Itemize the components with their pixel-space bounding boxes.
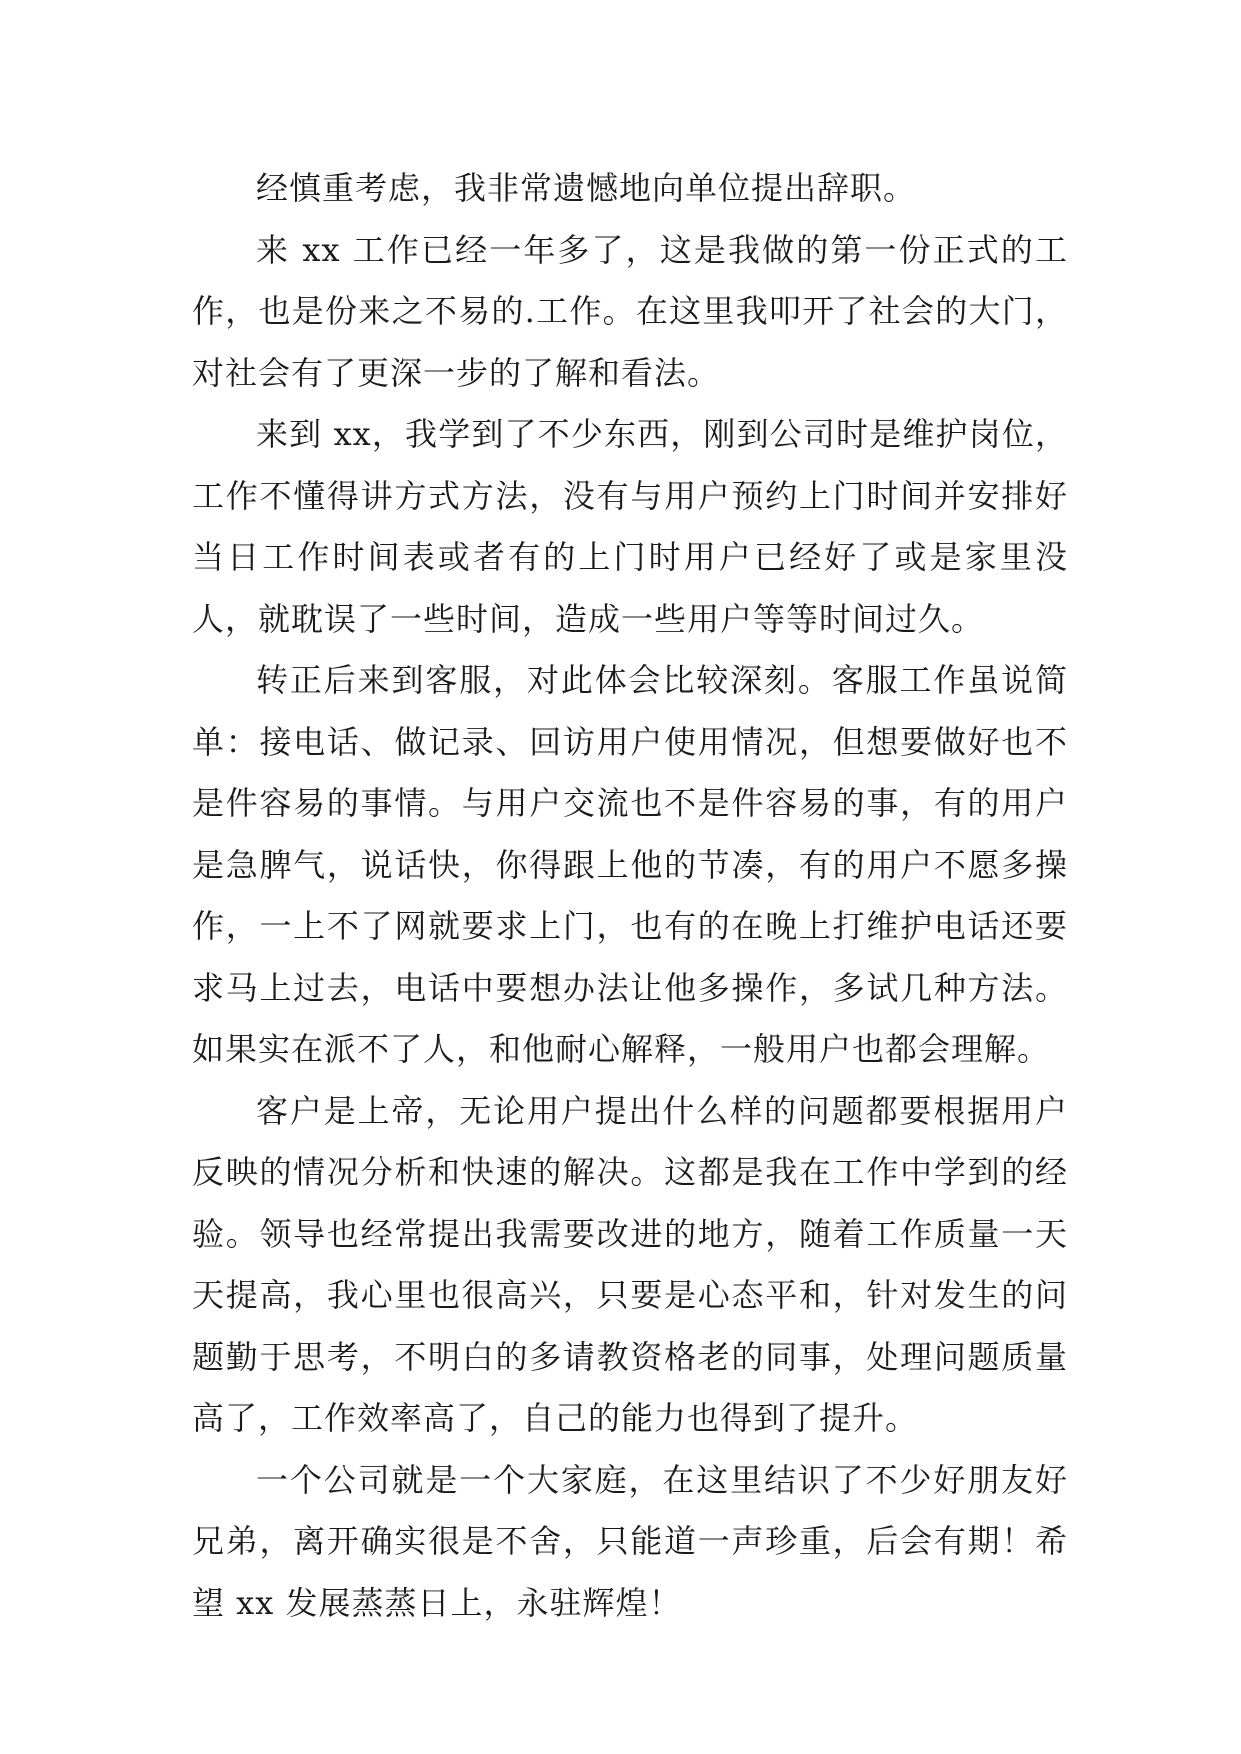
paragraph-1: 经慎重考虑，我非常遗憾地向单位提出辞职。 xyxy=(256,169,917,207)
paragraph-5: 客户是上帝，无论用户提出什么样的问题都要根据用户反映的情况分析和快速的解决。这都是我在工作中学到的经验。领导也经常提出我需要改进的地方，随着工作质量一天天提高，我心里也很高兴，只要是心态平和，针对发生的问题勤于思考，不明白的多请教资格老的同事，处理问题质量高了，工作效率高了，自己的能力也得到了提升。 xyxy=(192,1091,1068,1437)
paragraph-2: 来 xx 工作已经一年多了，这是我做的第一份正式的工作，也是份来之不易的.工作。在这里我叩开了社会的大门，对社会有了更深一步的了解和看法。 xyxy=(192,230,1068,392)
paragraph-4: 转正后来到客服，对此体会比较深刻。客服工作虽说简单：接电话、做记录、回访用户使用情况，但想要做好也不是件容易的事情。与用户交流也不是件容易的事，有的用户是急脾气，说话快，你得跟上他的节凑，有的用户不愿多操作，一上不了网就要求上门，也有的在晚上打维护电话还要求马上过去，电话中要想办法让他多操作，多试几种方法。如果实在派不了人，和他耐心解释，一般用户也都会理解。 xyxy=(192,661,1068,1068)
paragraph-6: 一个公司就是一个大家庭，在这里结识了不少好朋友好兄弟，离开确实很是不舍，只能道一声珍重，后会有期！希望 xx 发展蒸蒸日上，永驻辉煌！ xyxy=(192,1460,1068,1622)
document-body xyxy=(192,158,1068,1634)
paragraph-3: 来到 xx，我学到了不少东西，刚到公司时是维护岗位，工作不懂得讲方式方法，没有与用户预约上门时间并安排好当日工作时间表或者有的上门时用户已经好了或是家里没人，就耽误了一些时间，造成一些用户等等时间过久。 xyxy=(192,415,1068,638)
